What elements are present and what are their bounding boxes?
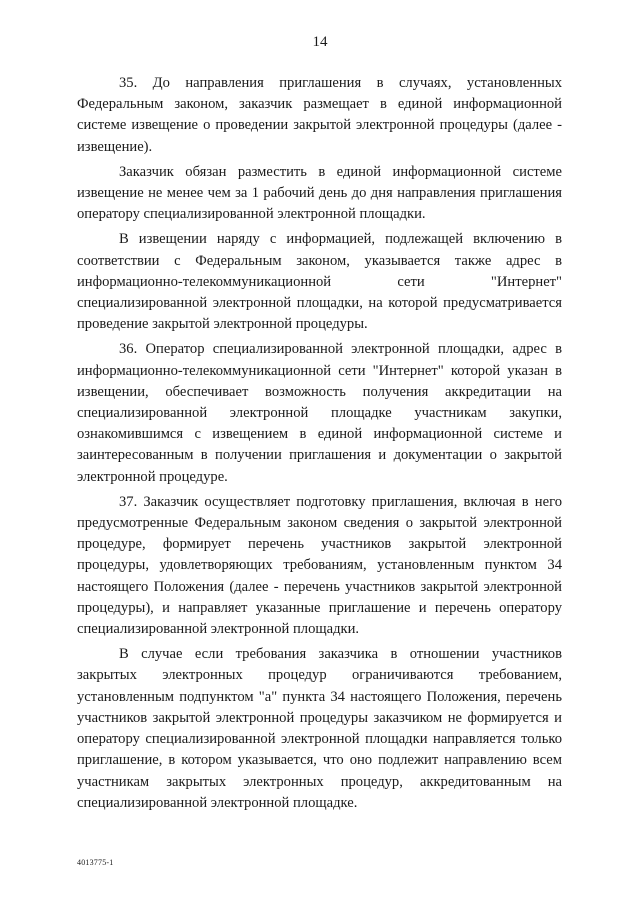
page-number: 14 xyxy=(312,34,328,50)
document-code: 4013775-1 xyxy=(77,858,114,867)
paragraph-35-deadline: Заказчик обязан разместить в единой информационной системе извещение не менее чем за 1 рабочий день до дня направления приглашения оператору специализированной электронной площадки. xyxy=(77,163,562,223)
paragraph-37-exception: В случае если требования заказчика в отношении участников закрытых электронных процедур ограничиваются требованием, установленным подпунктом "а" пункта 34 настоящего Положения, перечень участников закрытой электронной процедуры заказчиком не формируется и оператору специализированной электронной площадки направляется только приглашение, в котором указывается, что оно подлежит направлению всем участникам закрытых электронных процедур, аккредитованным на специализированной электронной площадке. xyxy=(77,646,562,811)
paragraph-37: 37. Заказчик осуществляет подготовку приглашения, включая в него предусмотренные Федеральным законом сведения о закрытой электронной процедуре, формирует перечень участников закрытой электронной процедуры, удовлетворяющих требованиям, установленным пунктом 34 настоящего Положения (далее - перечень участников закрытой электронной процедуры), и направляет указанные приглашение и перечень оператору специализированной электронной площадки. xyxy=(77,493,562,638)
paragraph-36: 36. Оператор специализированной электронной площадки, адрес в информационно-телекоммуникационной сети "Интернет" которой указан в извещении, обеспечивает возможность получения аккредитации на специализированной электронной площадке участникам закупки, ознакомившимся с извещением в единой информационной системе и заинтересованным в получении приглашения и документации о закрытой электронной процедуре. xyxy=(77,341,562,485)
paragraph-35-notice-contents: В извещении наряду с информацией, подлежащей включению в соответствии с Федеральным законом, указывается также адрес в информационно-телекоммуникационной сети "Интернет" специализированной электронной площадки, на которой предусматривается проведение закрытой электронной процедуры. xyxy=(77,231,562,333)
paragraph-35: 35. До направления приглашения в случаях, установленных Федеральным законом, заказчик размещает в единой информационной системе извещение о проведении закрытой электронной процедуры (далее - извещение). xyxy=(77,75,562,155)
document-body xyxy=(77,73,562,818)
